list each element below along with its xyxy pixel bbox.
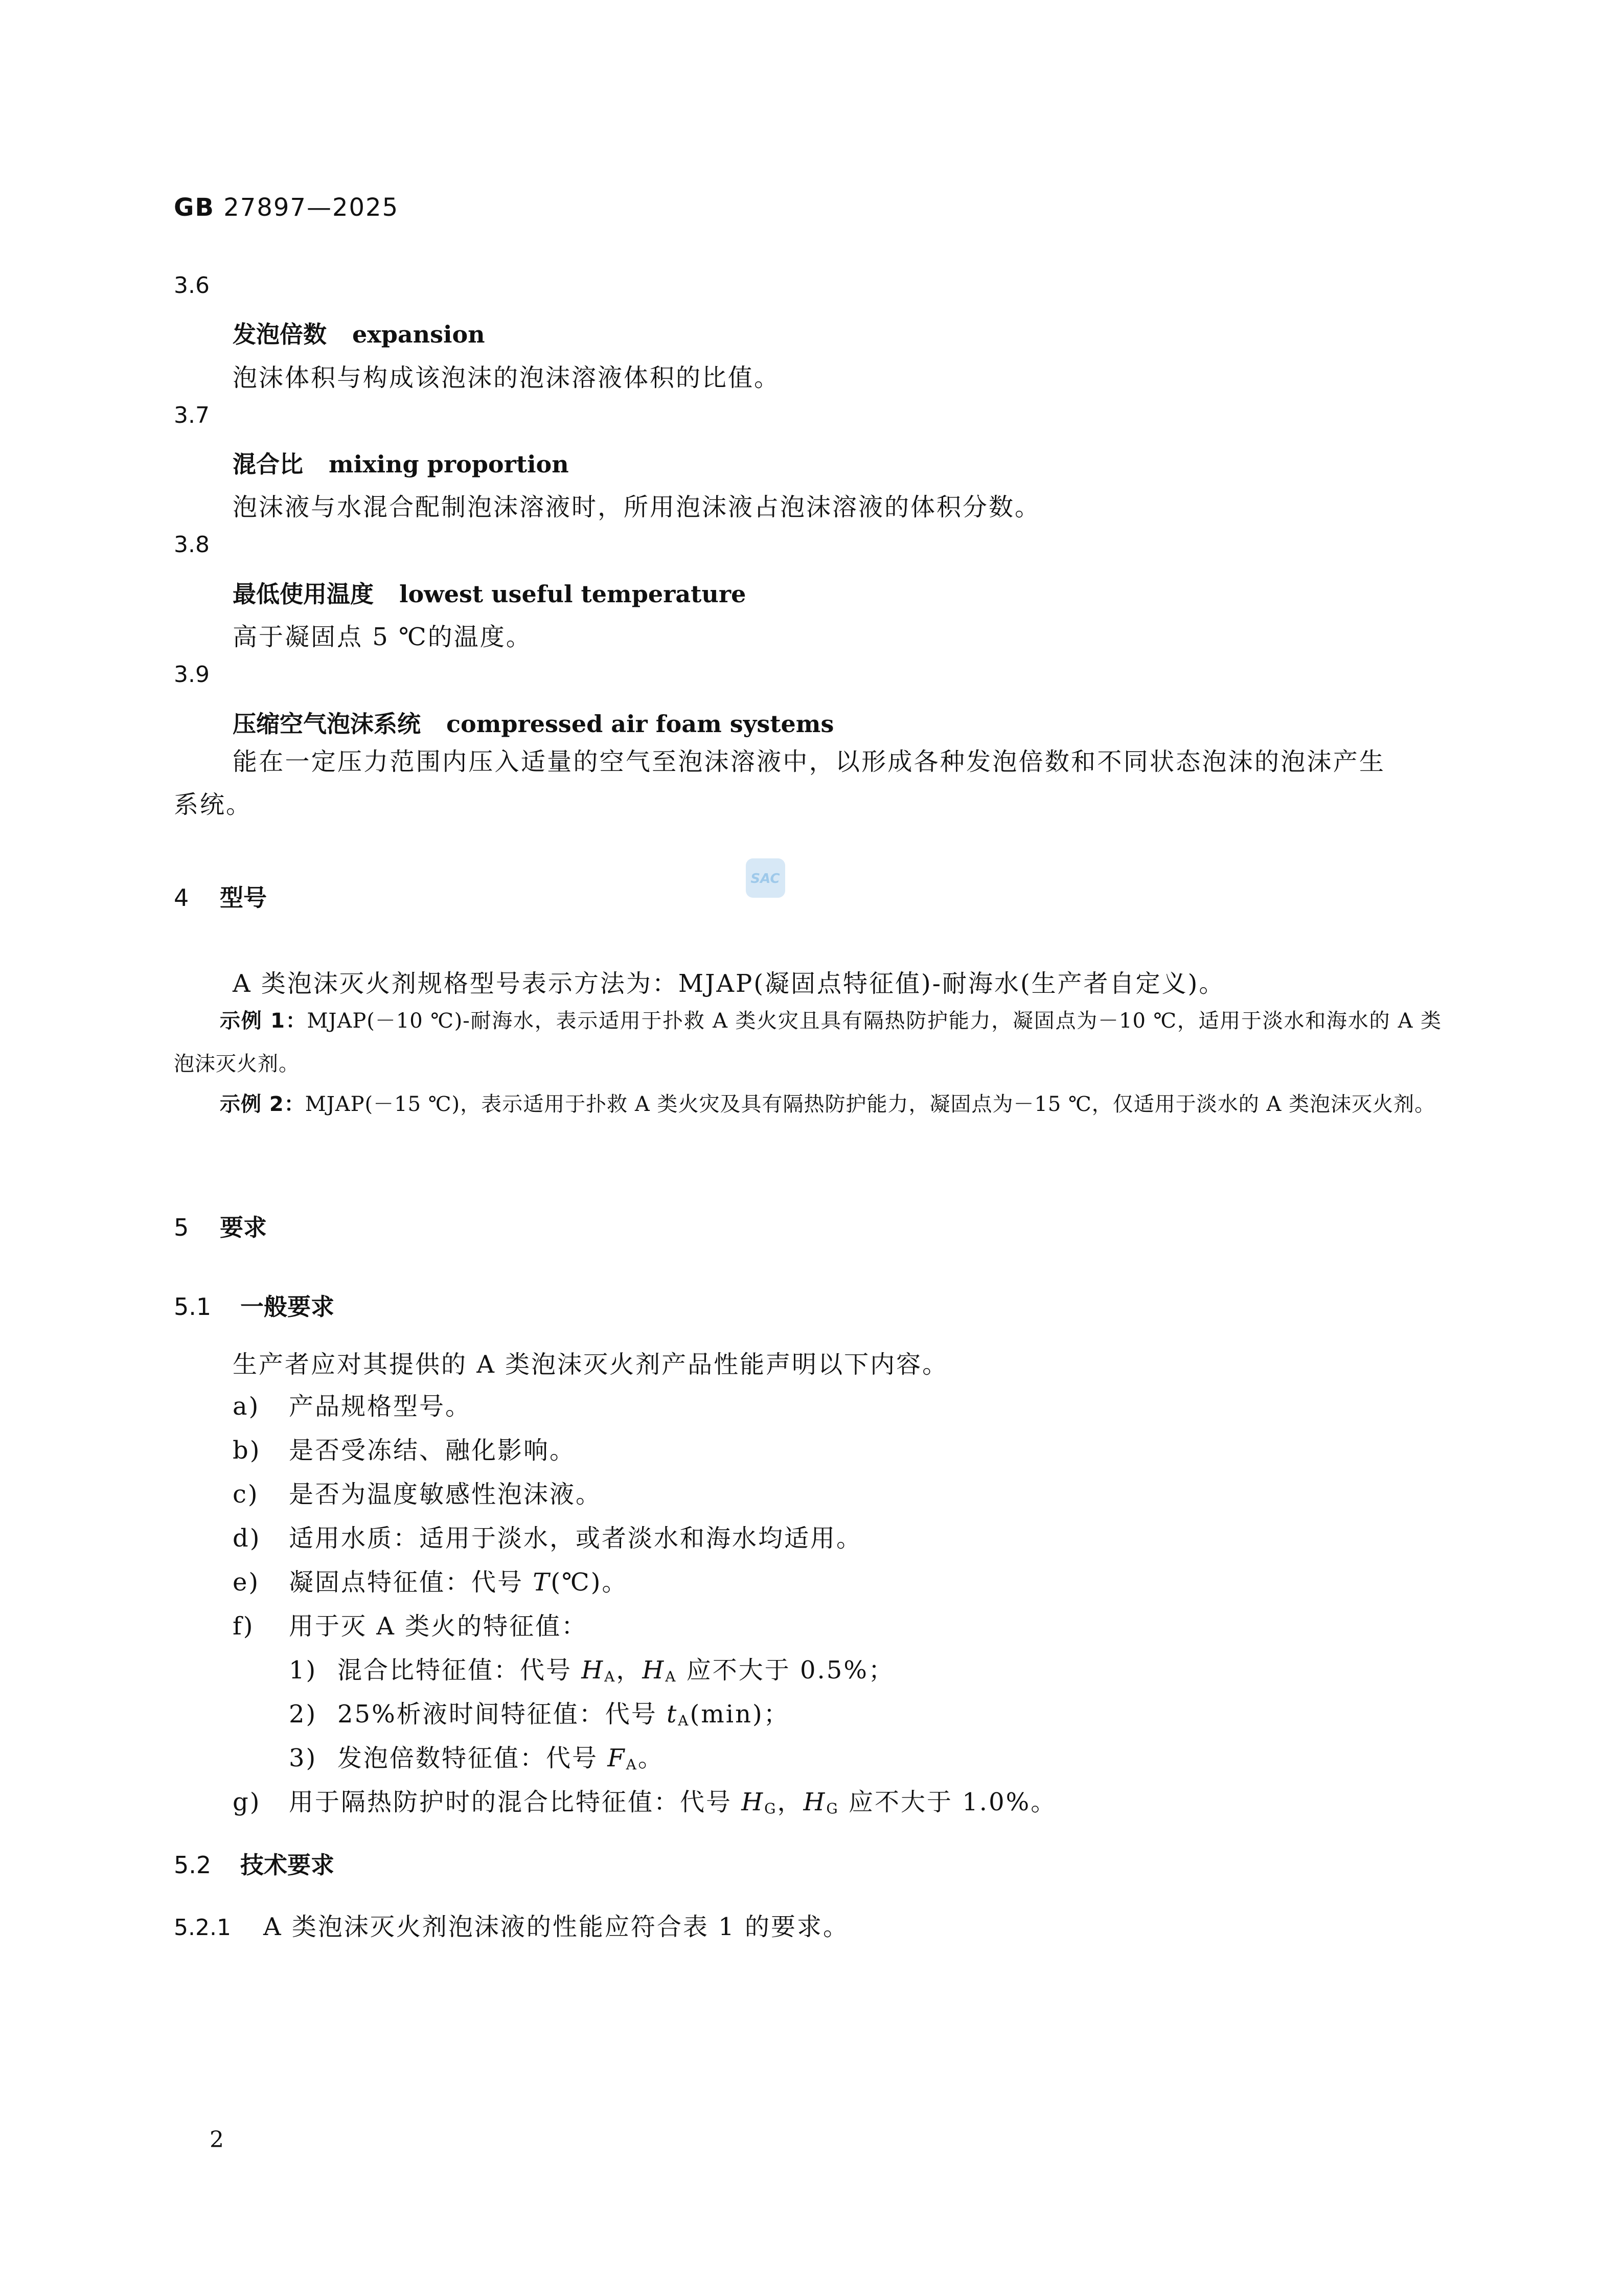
standard-code: GB — [174, 193, 215, 222]
term-definition: 泡沫体积与构成该泡沫的泡沫溶液体积的比值。 — [233, 363, 781, 392]
section-title: 型号 — [220, 884, 267, 912]
term-zh: 混合比 — [233, 450, 303, 478]
term-definition: 泡沫液与水混合配制泡沫溶液时，所用泡沫液占泡沫溶液的体积分数。 — [233, 493, 1041, 521]
page-number: 2 — [210, 2127, 224, 2153]
subsection-number: 5.2 — [174, 1851, 212, 1879]
sub-list-item: 2) 25%析液时间特征值：代号 $t_A(\min)$； — [289, 1700, 790, 1729]
example-label: 示例 1： — [220, 1009, 307, 1033]
example-text: MJAP(－10 ℃)-耐海水，表示适用于扑救 A 类火灾且具有隔热防护能力，凝固点为－10 ℃，适用于淡水和海水的 A 类泡沫灭火剂。 — [174, 1009, 1442, 1076]
example-1 — [174, 999, 1442, 1085]
list-item: d) 适用水质：适用于淡水，或者淡水和海水均适用。 — [233, 1524, 863, 1553]
list-item: c) 是否为温度敏感性泡沫液。 — [233, 1480, 602, 1509]
term-number: 3.8 — [174, 532, 210, 558]
term-zh: 发泡倍数 — [233, 321, 327, 348]
term-definition: 高于凝固点 5 ℃的温度。 — [233, 623, 532, 651]
svg-text:SAC: SAC — [750, 871, 780, 886]
term-en: compressed air foam systems — [446, 710, 834, 738]
term-number: 3.6 — [174, 272, 210, 299]
subsection-intro: 生产者应对其提供的 A 类泡沫灭火剂产品性能声明以下内容。 — [233, 1350, 949, 1379]
term-title — [233, 446, 569, 480]
running-header — [174, 193, 399, 222]
clause-5-2-1 — [174, 1907, 849, 1942]
section-paragraph: A 类泡沫灭火剂规格型号表示方法为：MJAP(凝固点特征值)-耐海水(生产者自定义)。 — [233, 969, 1225, 998]
section-title: 要求 — [220, 1214, 267, 1241]
subsection-heading — [174, 1847, 334, 1880]
list-item: b) 是否受冻结、融化影响。 — [233, 1436, 576, 1465]
example-text: MJAP(－15 ℃)，表示适用于扑救 A 类火灾及具有隔热防护能力，凝固点为－15 ℃，仅适用于淡水的 A 类泡沫灭火剂。 — [305, 1093, 1436, 1116]
section-number: 4 — [174, 884, 189, 912]
term-title — [233, 706, 834, 739]
sac-watermark-icon — [744, 856, 787, 900]
section-heading — [174, 879, 267, 913]
term-en: expansion — [352, 321, 485, 348]
subsection-heading — [174, 1288, 334, 1322]
term-en: mixing proportion — [329, 450, 569, 478]
subsection-title: 一般要求 — [240, 1293, 334, 1321]
subsection-title: 技术要求 — [240, 1851, 334, 1879]
standard-number: 27897—2025 — [223, 193, 399, 222]
clause-text: A 类泡沫灭火剂泡沫液的性能应符合表 1 的要求。 — [263, 1913, 849, 1941]
subsection-number: 5.1 — [174, 1293, 212, 1321]
term-definition: 能在一定压力范围内压入适量的空气至泡沫溶液中，以形成各种发泡倍数和不同状态泡沫的泡沫产生系统。 — [174, 747, 1385, 819]
clause-number: 5.2.1 — [174, 1915, 231, 1941]
sub-list-item: 1) 混合比特征值：代号 $H_A$，$H_A$ 应不大于 0.5%； — [289, 1656, 895, 1685]
list-item: g) 用于隔热防护时的混合比特征值：代号 $H_G$，$H_G$ 应不大于 1.0%。 — [233, 1788, 1057, 1817]
list-item: f) 用于灭 A 类火的特征值： — [233, 1612, 588, 1641]
section-number: 5 — [174, 1214, 189, 1241]
term-title — [233, 576, 746, 609]
term-zh: 最低使用温度 — [233, 580, 374, 608]
sub-list-item: 3) 发泡倍数特征值：代号 $F_A$。 — [289, 1744, 664, 1773]
list-item: a) 产品规格型号。 — [233, 1392, 472, 1421]
example-label: 示例 2： — [220, 1093, 305, 1116]
term-zh: 压缩空气泡沫系统 — [233, 710, 421, 738]
term-number: 3.7 — [174, 402, 210, 428]
term-number: 3.9 — [174, 662, 210, 688]
term-title — [233, 316, 485, 350]
section-heading — [174, 1209, 267, 1243]
list-item: e) 凝固点特征值：代号 T(℃)。 — [233, 1568, 628, 1597]
term-en: lowest useful temperature — [399, 580, 746, 608]
example-2 — [174, 1083, 1442, 1126]
